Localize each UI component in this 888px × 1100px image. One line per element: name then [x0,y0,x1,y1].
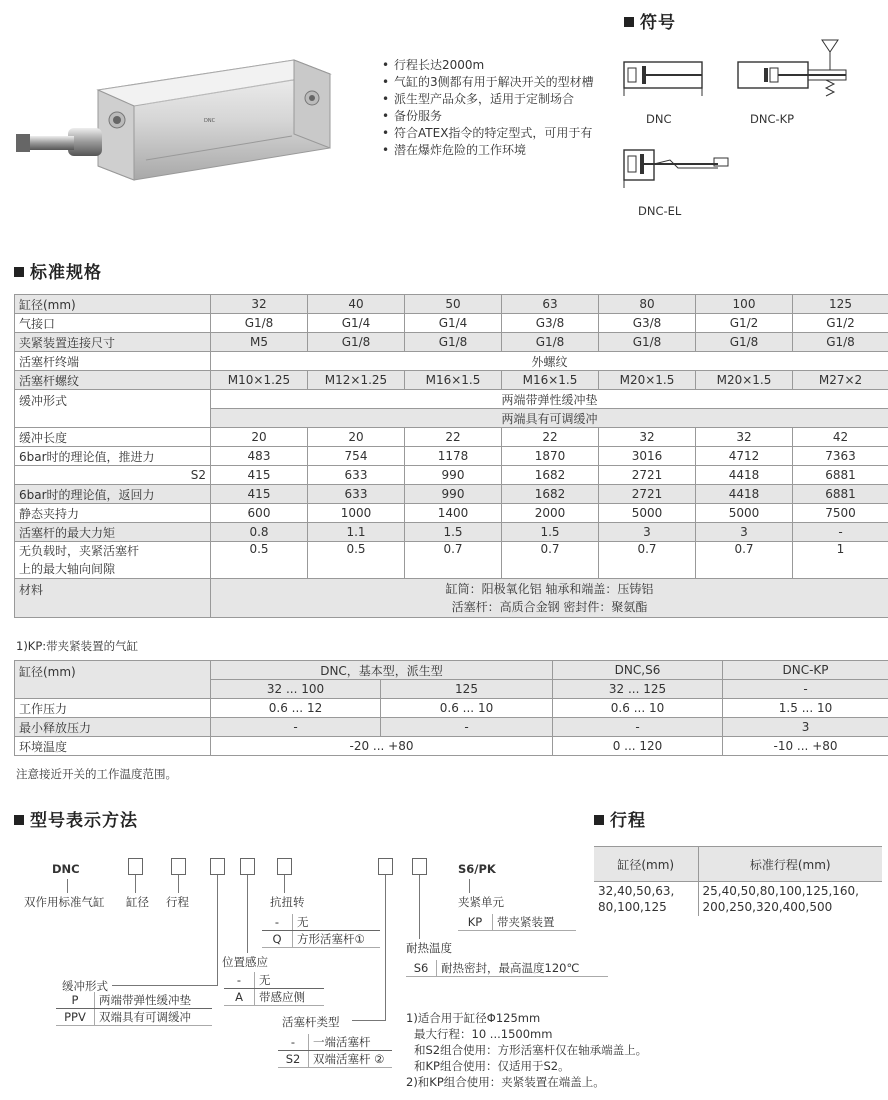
table-row: 32,40,50,63, 80,100,125 25,40,50,80,100,125,160, 200,250,320,400,500 [594,882,882,917]
sensing-title: 位置感应 [222,955,268,969]
table-row: 缓冲长度 20 20 22 22 32 32 42 [15,428,888,447]
table-row: 工作压力 0.6 ... 12 0.6 ... 10 0.6 ... 10 1.5 ... 10 [15,699,888,718]
model-s6pk: S6/PK [458,862,496,876]
model-stroke: 行程 [166,895,189,909]
table-row: S2 双端活塞杆 ② [278,1051,392,1068]
sensing-options [224,972,324,1006]
table-row: 夹紧装置连接尺寸 M5 G1/8 G1/8 G1/8 G1/8 G1/8 G1/8 [15,333,888,352]
model-note: 和KP组合使用：仅适用于S2。 [414,1059,570,1073]
feature-item: • 气缸的3侧都有用于解决开关的型材槽 [382,74,622,91]
symbols-heading: 符号 [624,8,676,33]
table-row: 材料 缸筒：阳极氧化铝 轴承和端盖：压铸铝 活塞杆：高质合金钢 密封件：聚氨酯 [15,579,888,618]
table-row: 气接口 G1/8 G1/4 G1/4 G3/8 G3/8 G1/2 G1/2 [15,314,888,333]
code-box-stroke [171,858,186,875]
code-box-cushion [210,858,225,875]
table-row: 最小释放压力 - - - 3 [15,718,888,737]
table-row: 缸径(mm) DNC，基本型，派生型 DNC,S6 DNC-KP [15,661,888,680]
table-row: P 两端带弹性缓冲垫 [56,992,212,1009]
table-row: 活塞杆螺纹 M10×1.25 M12×1.25 M16×1.5 M16×1.5 M20×1.5 M20×1.5 M27×2 [15,371,888,390]
table-row: 6bar时的理论值，推进力 483 754 1178 1870 3016 4712 7363 [15,447,888,466]
table-row: S2 415 633 990 1682 2721 4418 6881 [15,466,888,485]
stroke-heading: 行程 [594,806,646,831]
model-bore: 缸径 [126,895,149,909]
table-row: 两端具有可调缓冲 [15,409,888,428]
symbol-label-dnc: DNC [646,112,672,126]
code-box-rod [378,858,393,875]
model-note: 1)适合用于缸径Φ125mm [406,1011,541,1025]
cushion-title: 缓冲形式 [62,979,108,993]
pressure-footnote: 注意接近开关的工作温度范围。 [16,767,177,781]
cushion-options [56,992,212,1026]
model-note: 2)和KP组合使用：夹紧装置在端盖上。 [406,1075,605,1089]
table-row: Q 方形活塞杆① [262,931,380,948]
feature-item: • 行程长达2000m [382,57,622,74]
heat-options [406,960,608,977]
model-heading: 型号表示方法 [14,806,138,831]
table-row: S6 耐热密封，最高温度120℃ [406,960,608,977]
model-dnc: DNC [52,862,80,876]
heat-title: 耐热温度 [406,941,452,955]
table-row: 缸径(mm) 32 40 50 63 80 100 125 [15,295,888,314]
rod-title: 活塞杆类型 [282,1015,340,1029]
torsion-options [262,914,380,948]
feature-item: • 派生型产品众多，适用于定制场合 [382,91,622,108]
code-box-sensing [240,858,255,875]
table-row: - 无 [262,914,380,931]
symbol-label-dnc-kp: DNC-KP [750,112,795,126]
table-row: 32 ... 100 125 32 ... 125 - [15,680,888,699]
table-row: 活塞杆终端 外螺纹 [15,352,888,371]
symbol-label-dnc-el: DNC-EL [638,204,682,218]
code-box-bore [128,858,143,875]
table-row: 环境温度 -20 ... +80 0 ... 120 -10 ... +80 [15,737,888,756]
model-dnc-desc: 双作用标准气缸 [24,895,105,909]
feature-item: • 符合ATEX指令的特定型式，可用于有 [382,125,622,142]
feature-item: • 潜在爆炸危险的工作环境 [382,142,622,159]
stroke-table [594,846,882,916]
table-row: KP 带夹紧装置 [458,914,576,931]
spec-heading: 标准规格 [14,258,102,283]
table-row: 6bar时的理论值，返回力 415 633 990 1682 2721 4418 6881 [15,485,888,504]
clampunit-options [458,914,576,931]
model-note: 最大行程：10 ...1500mm [414,1027,553,1041]
feature-item: • 备份服务 [382,108,622,125]
table-row: 缸径(mm) 标准行程(mm) [594,847,882,882]
spec-footnote: 1)KP:带夹紧装置的气缸 [16,639,139,653]
code-box-heat [412,858,427,875]
rod-options [278,1034,392,1068]
torsion-title: 抗扭转 [270,895,305,909]
table-row: PPV 双端具有可调缓冲 [56,1009,212,1026]
table-row: 缓冲形式 两端带弹性缓冲垫 [15,390,888,409]
table-row: 无负载时，夹紧活塞杆 上的最大轴向间隙 0.5 0.5 0.7 0.7 0.7 0.7 1 [15,542,888,579]
table-row: A 带感应侧 [224,989,324,1006]
svg-text:DNC: DNC [204,118,216,124]
code-box-torsion [277,858,292,875]
table-row: 活塞杆的最大力矩 0.8 1.1 1.5 1.5 3 3 - [15,523,888,542]
table-row: 静态夹持力 600 1000 1400 2000 5000 5000 7500 [15,504,888,523]
clampunit-title: 夹紧单元 [458,895,504,909]
table-row: - 无 [224,972,324,989]
table-row: - 一端活塞杆 [278,1034,392,1051]
model-note: 和S2组合使用：方形活塞杆仅在轴承端盖上。 [414,1043,648,1057]
